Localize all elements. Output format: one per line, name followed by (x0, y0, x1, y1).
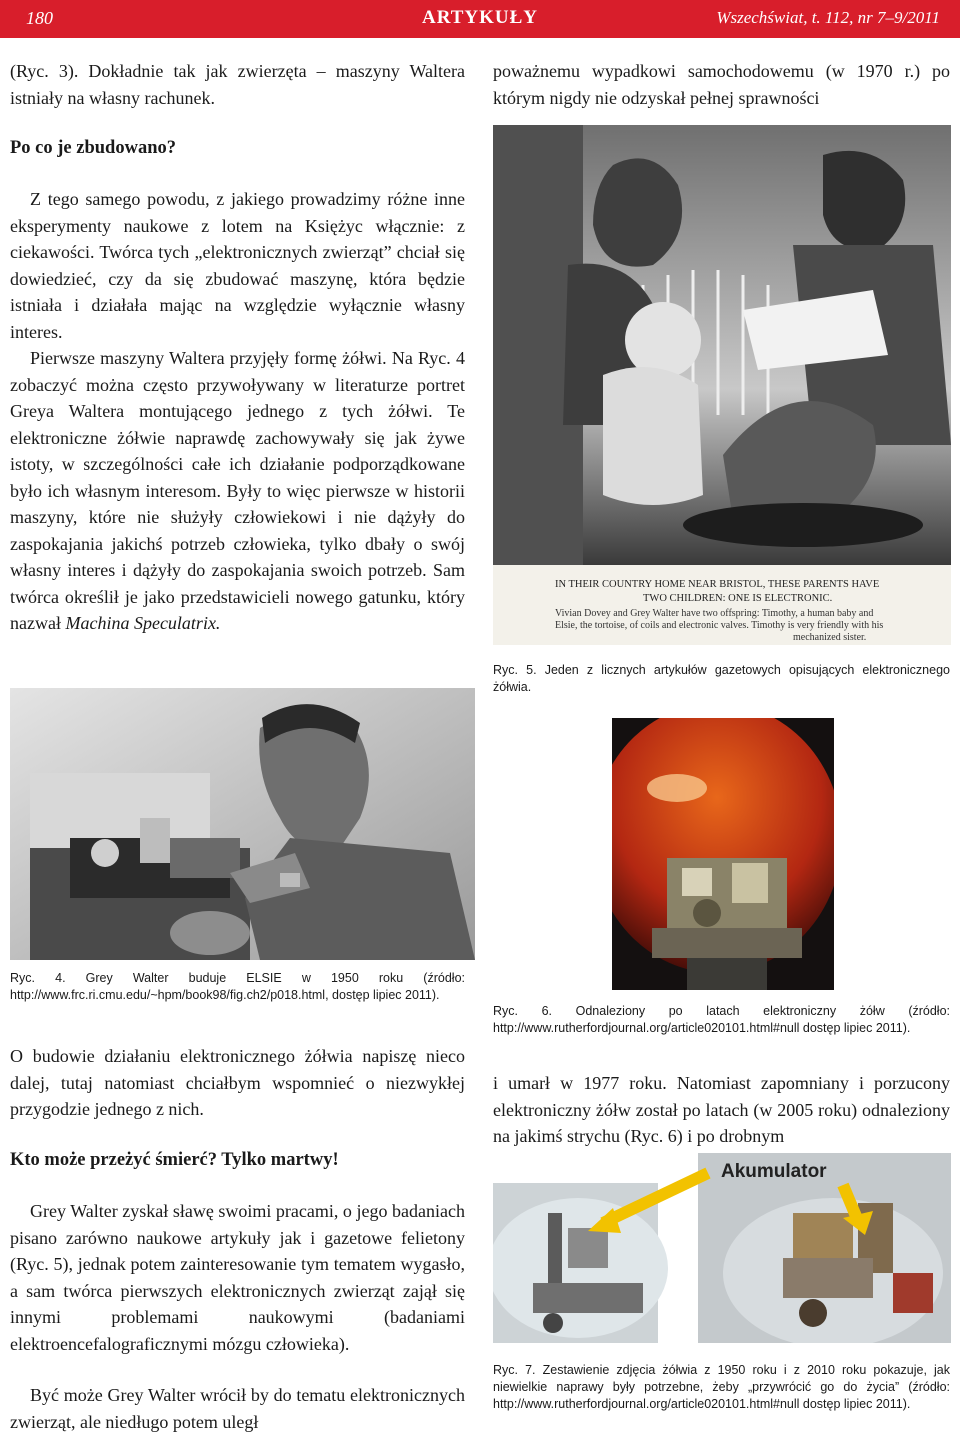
paragraph-found: i umarł w 1977 roku. Natomiast zapomniany i porzucony elektroniczny żółw został po latach (w 2005 roku) odnaleziony na jakimś strychu (Ryc. 6) i po drobnym (493, 1073, 950, 1146)
section-heading-why: Po co je zbudowano? (10, 138, 176, 158)
akumulator-label: Akumulator (721, 1161, 827, 1182)
paragraph-curiosity: Z tego samego powodu, z jakiego prowadzimy różne inne eksperymenty naukowe z lotem na Księżyc włącznie: z ciekawości. Twórca tych „elektronicznych zwierząt” chciał się dowiedzieć, czy da się zbudować maszynę, która będzie istniała i działała mając na względzie wyłącznie własny interes. (10, 189, 465, 342)
newspaper-caption-line-3: Vivian Dovey and Grey Walter have two offspring: Timothy, a human baby and (555, 608, 874, 619)
figure-7-photo (493, 1153, 951, 1343)
caption-figure-6: Ryc. 6. Odnaleziony po latach elektroniczny żółw (źródło: http://www.rutherfordjournal.org/article020101.html#null dostęp lipiec 2011). (493, 1004, 950, 1035)
newspaper-caption-line-5: mechanized sister. (793, 632, 867, 643)
section-title: ARTYKUŁY (421, 7, 539, 28)
figure-4-photo (10, 688, 475, 960)
paragraph-adventure: O budowie działaniu elektronicznego żółwia napiszę nieco dalej, tutaj natomiast chciałbym wspomnieć o niezwykłej przygodzie jednego z nich. (10, 1046, 465, 1119)
caption-figure-4: Ryc. 4. Grey Walter buduje ELSIE w 1950 roku (źródło: http://www.frc.ri.cmu.edu/~hpm/book98/fig.ch2/p018.html, dostęp lipiec 2011). (10, 971, 465, 1002)
journal-info: Wszechświat, t. 112, nr 7–9/2011 (716, 8, 940, 27)
paragraph-accident: poważnemu wypadkowi samochodowemu (w 1970 r.) po którym nigdy nie odzyskał pełnej sprawności (493, 61, 950, 108)
figure-6-photo (612, 718, 834, 990)
paragraph-turtles (10, 345, 465, 637)
page-header (0, 0, 960, 38)
section-heading-death: Kto może przeżyć śmierć? Tylko martwy! (10, 1150, 339, 1170)
caption-figure-7: Ryc. 7. Zestawienie zdjęcia żółwia z 1950 roku i z 2010 roku pokazuje, jak niewielkie naprawy były potrzebne, żeby „przywrócić go do życia” (źródło: http://www.rutherfordjournal.org/article020101.html#null dostęp lipiec 2011). (493, 1363, 950, 1411)
newspaper-caption-line-1: IN THEIR COUNTRY HOME NEAR BRISTOL, THESE PARENTS HAVE (555, 579, 880, 590)
caption-figure-5: Ryc. 5. Jeden z licznych artykułów gazetowych opisujących elektronicznego żółwia. (493, 663, 950, 694)
paragraph-fame: Grey Walter zyskał sławę swoimi pracami, o jego badaniach pisano zarówno naukowe artykuły jak i gazetowe felietony (Ryc. 5), jednak potem zainteresowanie tym tematem wygasło, a sam twórca pierwszych elektronicznych zwierząt zajął się innymi problemami naukowymi (badaniami elektroencefalograficznymi mózgu człowieka). (10, 1201, 465, 1354)
newspaper-caption-line-2: TWO CHILDREN: ONE IS ELECTRONIC. (643, 593, 833, 604)
intro-paragraph: (Ryc. 3). Dokładnie tak jak zwierzęta – maszyny Waltera istniały na własny rachunek. (10, 61, 465, 108)
page-number: 180 (26, 8, 53, 28)
machina-speculatrix: Machina Speculatrix. (65, 613, 221, 633)
paragraph-return: Być może Grey Walter wrócił by do tematu elektronicznych zwierząt, ale niedługo potem uległ (10, 1385, 465, 1432)
figure-5-newspaper (493, 125, 951, 645)
paragraph-turtles-text: Pierwsze maszyny Waltera przyjęły formę żółwi. Na Ryc. 4 zobaczyć można często przywoływany w literaturze portret Greya Waltera montującego jednego z tych żółwi. Te elektroniczne żółwie naprawdę zachowywały się jak żywe istoty, w szczególności całe ich działanie podporządkowane było ich własnym interesom. Były to więc pierwsze w historii maszyny, które nie służyły człowiekowi i nie dążyły do zaspokajania jakichś potrzeb człowieka, tylko dbały o swój własny interes i dążyły do zaspokajania swoich potrzeb. Sam twórca określił je jako przedstawicieli nowego gatunku, który nazwał (10, 348, 465, 633)
newspaper-caption-line-4: Elsie, the tortoise, of coils and electronic valves. Timothy is very friendly with his (555, 620, 884, 631)
